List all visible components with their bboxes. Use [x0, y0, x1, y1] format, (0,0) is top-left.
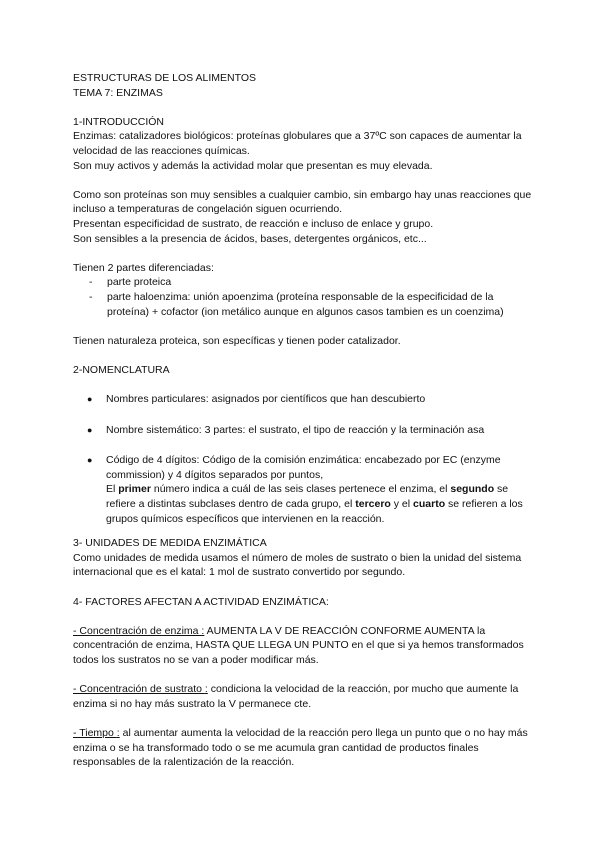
- bullet-icon: ●: [87, 455, 93, 466]
- parts-list: [73, 275, 533, 319]
- bullet-icon: ●: [87, 424, 93, 435]
- factor-text: condiciona la velocidad de la reacción, por mucho que aumente la enzima si no hay más sustrato la V permanece cte.: [73, 683, 519, 710]
- factor-text: AUMENTA LA V DE REACCIÓN CONFORME AUMENTA la concentración de enzima, HASTA QUE LLEGA UN PUNTO en el que si ya hemos transformados todos los sustratos no se van a poder modificar más.: [73, 624, 524, 666]
- specificity-line: Presentan especificidad de sustrato, de reacción e incluso de enlace y grupo.: [73, 217, 434, 230]
- nomenclature-list: [73, 392, 533, 526]
- factor-label: - Tiempo: [73, 726, 117, 739]
- list-item: [73, 392, 533, 407]
- text-run: y el: [390, 498, 414, 511]
- document-subtitle: TEMA 7: ENZIMAS: [73, 86, 163, 99]
- list-item: - parte haloenzima: unión apoenzima (proteína responsable de la especificidad de la proteína) + cofactor (ion metálico aunque en algunos casos tambien es un coenzima): [73, 290, 533, 319]
- parts-intro: Tienen 2 partes diferenciadas:: [73, 261, 214, 274]
- bullet-icon: ●: [87, 394, 93, 405]
- list-item: [73, 453, 533, 526]
- list-item: [73, 423, 533, 438]
- section-heading-unidades: 3- UNIDADES DE MEDIDA ENZIMÁTICA: [73, 537, 267, 550]
- intro-paragraph-2: Son muy activos y además la actividad molar que presentan es muy elevada.: [73, 159, 433, 172]
- factor-label: - Concentración de enzima: [73, 624, 202, 637]
- list-item-text: Nombre sistemático: 3 partes: el sustrato, el tipo de reacción y la terminación asa: [106, 423, 485, 436]
- text-run: El: [106, 483, 119, 496]
- section-heading-introduccion: 1-INTRODUCCIÓN: [73, 115, 164, 128]
- list-item-text: Código de 4 dígitos: Código de la comisión enzimática: encabezado por EC (enzyme commission) y 4 dígitos separados por puntos,: [106, 454, 501, 481]
- sensitivity-line: Son sensibles a la presencia de ácidos, bases, detergentes orgánicos, etc...: [73, 232, 427, 245]
- bold-term: tercero: [355, 498, 391, 511]
- text-run: número indica a cuál de las seis clases pertenece el enzima, el: [150, 483, 451, 496]
- factor-text: al aumentar aumenta la velocidad de la reacción pero llega un punto que o no hay más enzima o se ha transformado todo o se me acumula gran cantidad de productos finales responsables de la ralentización de la reacción.: [73, 726, 528, 769]
- section-heading-nomenclatura: 2-NOMENCLATURA: [73, 363, 170, 376]
- units-paragraph: Como unidades de medida usamos el número de moles de sustrato o bien la unidad del sistema internacional que es el katal: 1 mol de sustrato convertido por segundo.: [73, 551, 522, 579]
- document-title: ESTRUCTURAS DE LOS ALIMENTOS: [73, 72, 257, 84]
- nature-paragraph: Tienen naturaleza proteica, son específicas y tienen poder catalizador.: [73, 334, 401, 347]
- factor-label: - Concentración de sustrato: [73, 683, 205, 696]
- bold-term: primer: [118, 483, 151, 496]
- section-heading-factores: 4- FACTORES AFECTAN A ACTIVIDAD ENZIMÁTICA:: [73, 595, 329, 608]
- sensitivity-paragraph: Como son proteínas son muy sensibles a cualquier cambio, sin embargo hay unas reacciones que incluso a temperaturas de congelación siguen ocurriendo.: [73, 188, 532, 216]
- factor-enzyme-concentration: [73, 624, 533, 668]
- list-item: - parte proteica: [73, 275, 533, 290]
- bold-term: segundo: [450, 483, 495, 496]
- factor-colon: :: [116, 726, 120, 739]
- intro-paragraph: Enzimas: catalizadores biológicos: proteínas globulares que a 37ºC son capaces de aumentar la velocidad de las reacciones químicas.: [73, 130, 522, 157]
- text-run: se refiere a distintas subclases dentro de cada grupo, el: [106, 483, 509, 511]
- factor-colon: :: [201, 624, 205, 637]
- factor-substrate-concentration: [73, 682, 533, 711]
- list-item-text: Nombres particulares: asignados por científicos que han descubierto: [106, 393, 426, 406]
- text-run: se refieren a los grupos químicos específicos que intervienen en la reacción.: [106, 498, 523, 525]
- bold-term: cuarto: [413, 498, 446, 511]
- factor-time: [73, 726, 533, 770]
- document-body: [73, 71, 533, 770]
- factor-colon: :: [204, 683, 208, 696]
